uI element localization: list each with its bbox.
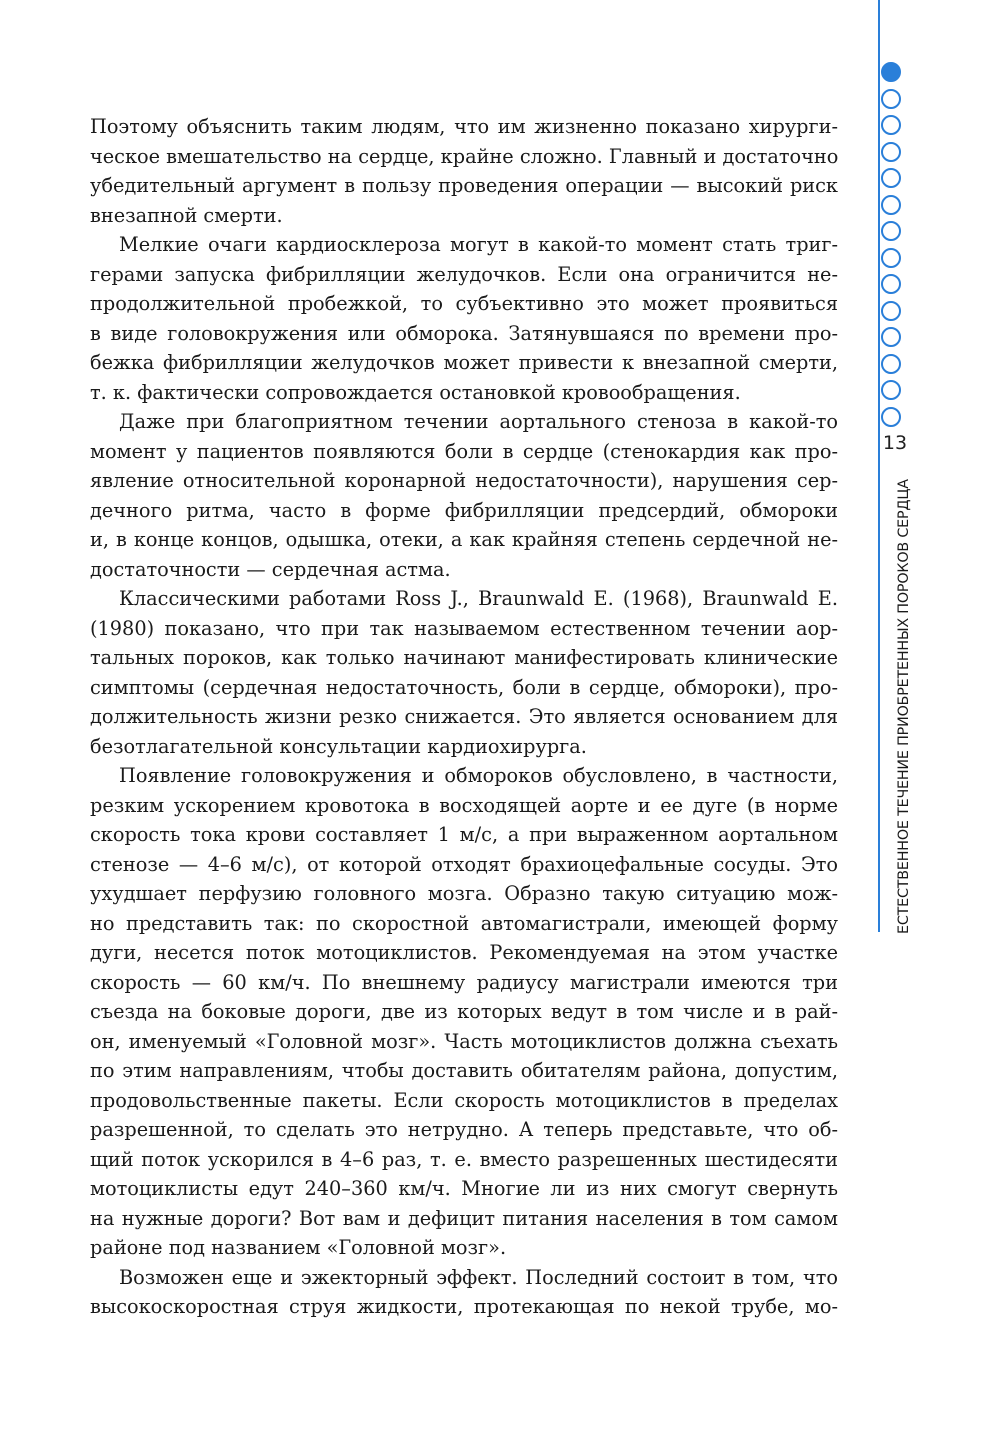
text-line: герами запуска фибрилляции желудочков. Если она ограничится не- [90, 262, 838, 286]
paragraph [90, 230, 838, 407]
paragraph [90, 407, 838, 584]
progress-dot [881, 89, 901, 109]
text-line: дуги, несется поток мотоциклистов. Рекомендуемая на этом участке [90, 941, 838, 964]
text-line: скорость тока крови составляет 1 м/с, а при выраженном аортальном [90, 823, 838, 846]
progress-dot [881, 301, 901, 321]
text-line: (1980) показано, что при так называемом естественном течении аор- [90, 616, 838, 640]
text-line: Поэтому объяснить таким людям, что им жизненно показано хирурги- [90, 115, 838, 138]
body-text [90, 112, 838, 1322]
text-line: стенозе — 4–6 м/с), от которой отходят брахиоцефальные сосуды. Это [90, 852, 838, 876]
text-line: на нужные дороги? Вот вам и дефицит питания населения в том самом [90, 1206, 838, 1230]
text-line: убедительный аргумент в пользу проведения операции — высокий риск [90, 174, 838, 197]
paragraph [90, 584, 838, 761]
text-line: по этим направлениям, чтобы доставить обитателям района, допустим, [90, 1059, 838, 1082]
text-line: т. к. фактически сопровождается остановкой кровообращения. [90, 380, 741, 404]
text-line: Появление головокружения и обмороков обусловлено, в частности, [119, 764, 838, 787]
paragraph [90, 1263, 838, 1322]
progress-dot [881, 115, 901, 135]
text-line: внезапной смерти. [90, 203, 283, 227]
text-line: высокоскоростная струя жидкости, протекающая по некой трубе, мо- [90, 1295, 838, 1318]
text-line: явление относительной коронарной недостаточности), нарушения сер- [90, 469, 838, 492]
text-line: симптомы (сердечная недостаточность, боли в сердце, обмороки), про- [90, 675, 838, 699]
text-line: ухудшает перфузию головного мозга. Образно такую ситуацию мож- [90, 882, 838, 905]
progress-dot [881, 195, 901, 215]
text-line: безотлагательной консультации кардиохирурга. [90, 734, 587, 758]
progress-dot [881, 327, 901, 347]
progress-dot [881, 354, 901, 374]
text-line: Мелкие очаги кардиосклероза могут в какой-то момент стать триг- [119, 233, 838, 256]
text-line: съезда на боковые дороги, две из которых ведут в том числе и в рай- [90, 1000, 838, 1023]
text-line: но представить так: по скоростной автомагистрали, имеющей форму [90, 911, 838, 935]
text-line: щий поток ускорился в 4–6 раз, т. е. вместо разрешенных шестидесяти [90, 1147, 838, 1171]
text-line: бежка фибрилляции желудочков может привести к внезапной смерти, [90, 351, 838, 374]
text-line: в виде головокружения или обморока. Затянувшаяся по времени про- [90, 321, 838, 345]
text-line: момент у пациентов появляются боли в сердце (стенокардия как про- [90, 439, 838, 463]
text-line: продовольственные пакеты. Если скорость мотоциклистов в пределах [90, 1088, 838, 1112]
text-line: скорость — 60 км/ч. По внешнему радиусу магистрали имеются три [90, 970, 838, 994]
text-line: районе под названием «Головной мозг». [90, 1236, 507, 1259]
progress-dot [881, 168, 901, 188]
progress-dot [881, 248, 901, 268]
text-line: Даже при благоприятном течении аортального стеноза в какой-то [119, 410, 838, 433]
progress-dot [881, 142, 901, 162]
text-line: Классическими работами Ross J., Braunwald E. (1968), Braunwald E. [119, 587, 838, 610]
text-line: должительность жизни резко снижается. Это является основанием для [90, 705, 838, 728]
progress-dot [881, 274, 901, 294]
page-number: 13 [882, 432, 908, 454]
running-head: ЕСТЕСТВЕННОЕ ТЕЧЕНИЕ ПРИОБРЕТЕННЫХ ПОРОКОВ СЕРДЦА [896, 479, 912, 934]
progress-dot-filled [881, 62, 901, 82]
text-line: он, именуемый «Головной мозг». Часть мотоциклистов должна съехать [90, 1029, 838, 1053]
text-line: мотоциклисты едут 240–360 км/ч. Многие ли из них смогут свернуть [90, 1177, 838, 1200]
text-line: достаточности — сердечная астма. [90, 557, 451, 581]
progress-dot [881, 380, 901, 400]
paragraph [90, 761, 838, 1263]
progress-dot [881, 221, 901, 241]
text-line: разрешенной, то сделать это нетрудно. А теперь представьте, что об- [90, 1118, 838, 1141]
text-line: и, в конце концов, одышка, отеки, а как крайняя степень сердечной не- [90, 528, 838, 551]
progress-dot [881, 407, 901, 427]
text-line: дечного ритма, часто в форме фибрилляции предсердий, обмороки [90, 498, 838, 522]
text-line: резким ускорением кровотока в восходящей аорте и ее дуге (в норме [90, 793, 838, 817]
paragraph [90, 112, 838, 230]
text-line: тальных пороков, как только начинают манифестировать клинические [90, 646, 838, 669]
margin-rule [878, 0, 880, 932]
text-line: Возможен еще и эжекторный эффект. Последний состоит в том, что [119, 1265, 838, 1289]
text-line: ческое вмешательство на сердце, крайне сложно. Главный и достаточно [90, 144, 839, 168]
text-line: продолжительной пробежкой, то субъективно это может проявиться [90, 292, 838, 315]
progress-dots [881, 62, 907, 433]
